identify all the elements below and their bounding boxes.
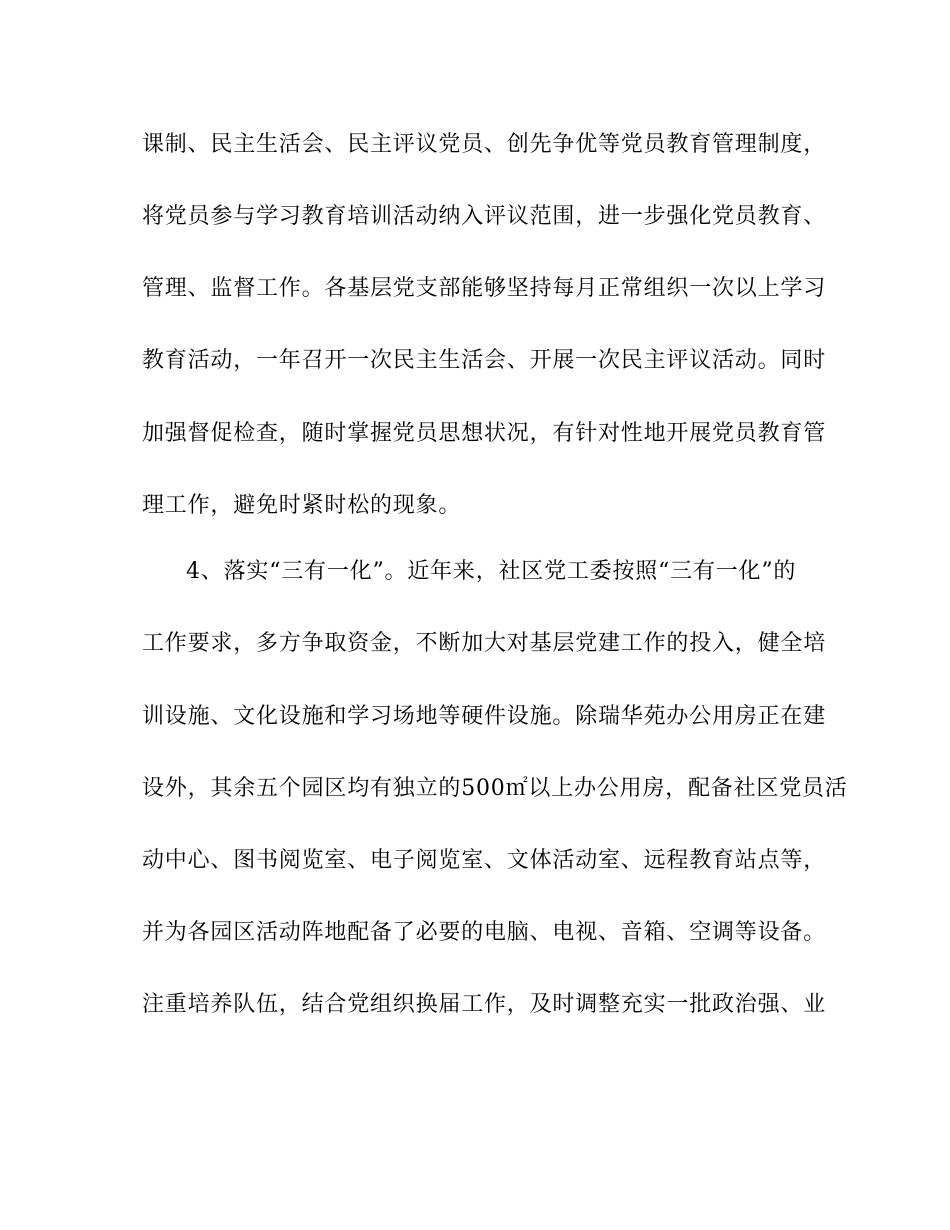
- section-heading-line: 4、落实“三有一化”。近年来，社区党工委按照“三有一化”的: [186, 559, 797, 584]
- body-text-line: 管理、监督工作。各基层党支部能够坚持每月正常组织一次以上学习: [142, 276, 827, 301]
- body-text-line: 加强督促检查，随时掌握党员思想状况，有针对性地开展党员教育管: [142, 421, 827, 446]
- body-text-line: 工作要求，多方争取资金，不断加大对基层党建工作的投入，健全培: [142, 631, 827, 656]
- body-text-line: 设外，其余五个园区均有独立的500㎡以上办公用房，配备社区党员活: [142, 776, 848, 801]
- body-text-line: 理工作，避免时紧时松的现象。: [142, 493, 462, 518]
- body-text-line: 教育活动，一年召开一次民主生活会、开展一次民主评议活动。同时: [142, 348, 827, 373]
- body-text-line: 并为各园区活动阵地配备了必要的电脑、电视、音箱、空调等设备。: [142, 920, 827, 945]
- body-text-line: 课制、民主生活会、民主评议党员、创先争优等党员教育管理制度，: [142, 132, 827, 157]
- body-text-line: 将党员参与学习教育培训活动纳入评议范围，进一步强化党员教育、: [142, 204, 827, 229]
- body-text-line: 动中心、图书阅览室、电子阅览室、文体活动室、远程教育站点等，: [142, 848, 827, 873]
- body-text-line: 训设施、文化设施和学习场地等硬件设施。除瑞华苑办公用房正在建: [142, 704, 827, 729]
- body-text-line: 注重培养队伍，结合党组织换届工作，及时调整充实一批政治强、业: [142, 992, 827, 1017]
